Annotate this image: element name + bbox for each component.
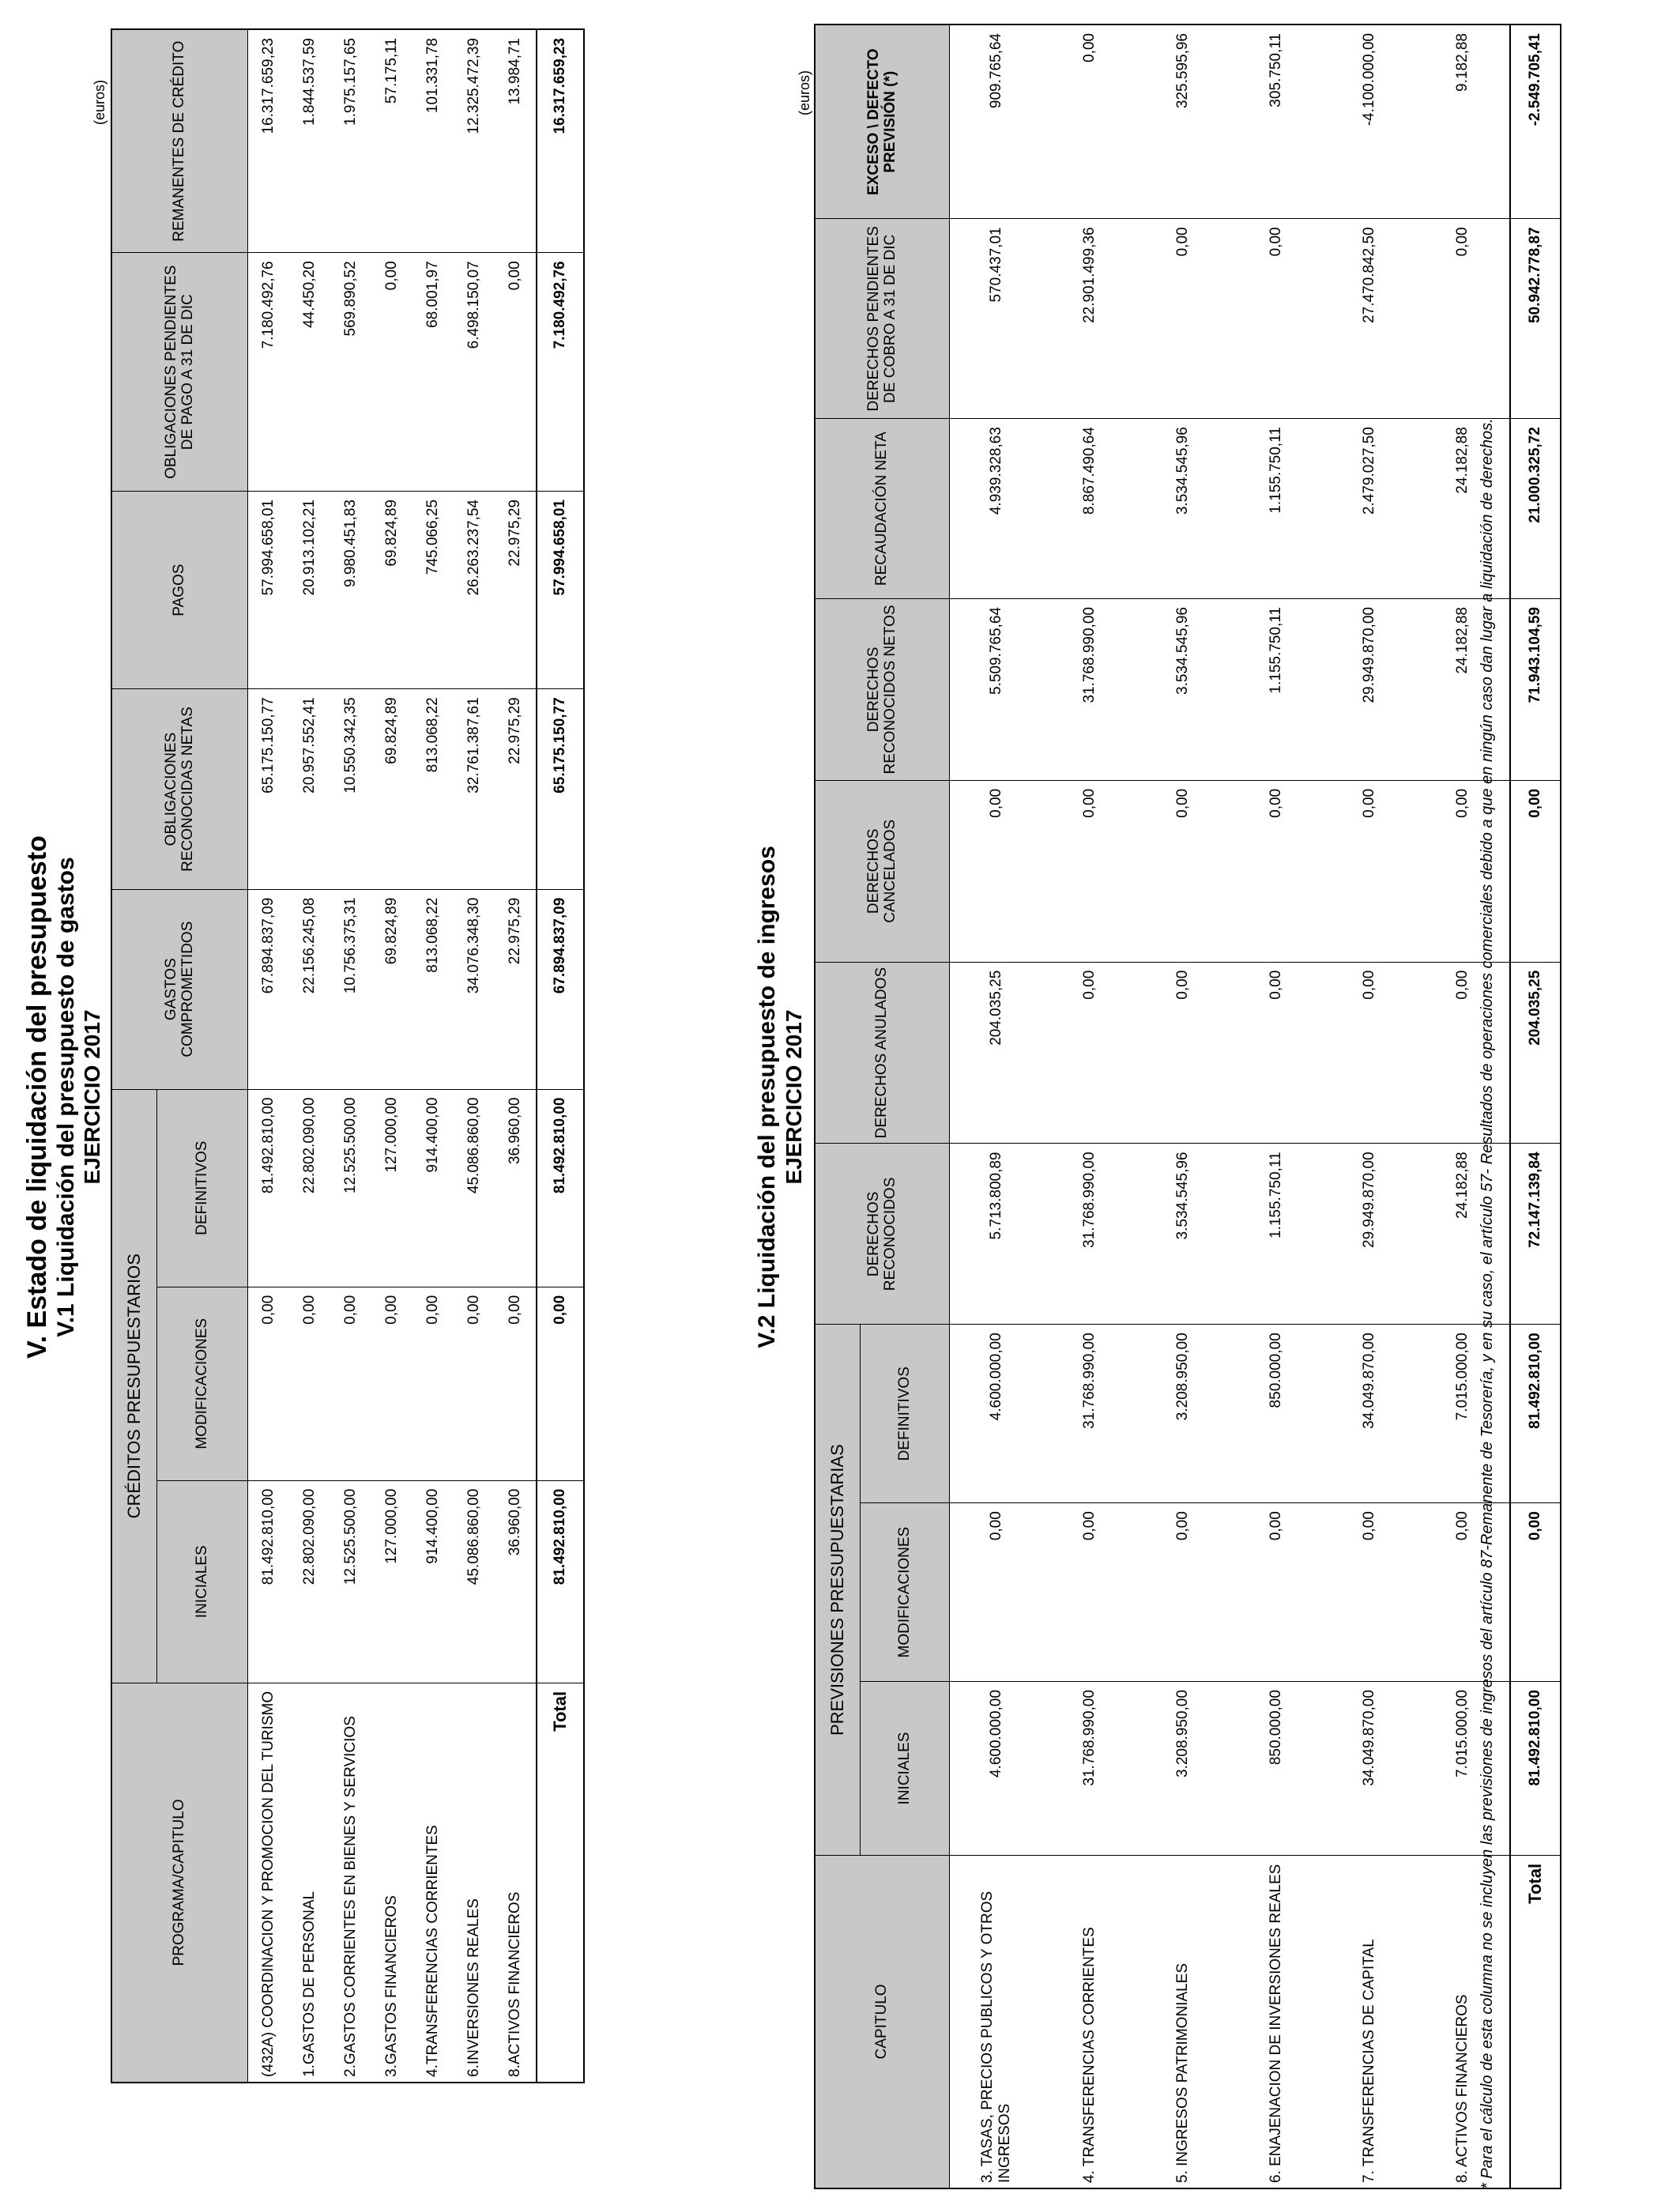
ingresos-cell: 305.750,11 <box>1230 25 1323 219</box>
ingresos-cell: 29.949.870,00 <box>1323 599 1416 781</box>
gastos-row-label: 4.TRANSFERENCIAS CORRIENTES <box>412 1683 454 2083</box>
gastos-cell: 9.980.451,83 <box>330 492 371 689</box>
ingresos-row-label: 5. INGRESOS PATRIMONIALES <box>1136 1855 1230 2188</box>
gastos-cell: 0,00 <box>495 253 537 492</box>
ingresos-cell: 7.015.000,00 <box>1416 1325 1510 1503</box>
ingresos-total-cell: 81.492.810,00 <box>1510 1325 1561 1503</box>
ingresos-total-cell: 204.035,25 <box>1510 962 1561 1144</box>
gastos-cell: 7.180.492,76 <box>248 253 290 492</box>
gastos-header-iniciales: INICIALES <box>157 1480 248 1683</box>
gastos-cell: 569.890,52 <box>330 253 371 492</box>
gastos-group-header: CRÉDITOS PRESUPUESTARIOS <box>111 1089 157 1683</box>
ingresos-cell: 0,00 <box>1416 962 1510 1144</box>
gastos-cell: 12.525.500,00 <box>330 1480 371 1683</box>
gastos-units: (euros) <box>92 79 107 125</box>
ingresos-cell: 3.208.950,00 <box>1136 1682 1230 1856</box>
ingresos-cell: 0,00 <box>1230 1503 1323 1682</box>
ingresos-cell: 22.901.499,36 <box>1043 219 1136 419</box>
gastos-cell: 67.894.837,09 <box>248 889 290 1089</box>
gastos-row-label: 2.GASTOS CORRIENTES EN BIENES Y SERVICIOS <box>330 1683 371 2083</box>
ingresos-cell: 0,00 <box>1136 962 1230 1144</box>
gastos-row-label: (432A) COORDINACION Y PROMOCION DEL TURISMO <box>248 1683 290 2083</box>
ingresos-cell: 0,00 <box>1416 219 1510 419</box>
ingresos-cell: 31.768.990,00 <box>1043 1144 1136 1325</box>
gastos-cell: 914.400,00 <box>412 1089 454 1287</box>
ingresos-cell: 3.534.545,96 <box>1136 1144 1230 1325</box>
gastos-cell: 1.844.537,59 <box>289 29 330 253</box>
ingresos-header-iniciales: INICIALES <box>861 1682 950 1856</box>
ingresos-cell: 0,00 <box>1043 780 1136 962</box>
ingresos-subtitle: V.2 Liquidación del presupuesto de ingresos <box>754 846 780 1348</box>
gastos-cell: 6.498.150,07 <box>454 253 495 492</box>
gastos-cell: 32.761.387,61 <box>454 689 495 889</box>
ingresos-total-cell: 72.147.139,84 <box>1510 1144 1561 1325</box>
ingresos-cell: 4.600.000,00 <box>950 1682 1044 1856</box>
ingresos-row-label: 8. ACTIVOS FINANCIEROS <box>1416 1855 1510 2188</box>
gastos-cell: 0,00 <box>412 1287 454 1480</box>
gastos-row <box>371 29 412 2083</box>
ingresos-total-label: Total <box>1510 1855 1561 2188</box>
ingresos-cell: 29.949.870,00 <box>1323 1144 1416 1325</box>
ingresos-cell: 0,00 <box>1043 962 1136 1144</box>
ingresos-cell: 0,00 <box>1416 780 1510 962</box>
ingresos-header-modificaciones: MODIFICACIONES <box>861 1503 950 1682</box>
gastos-header-obligaciones: OBLIGACIONES RECONOCIDAS NETAS <box>111 689 248 889</box>
ingresos-total-cell: 50.942.778,87 <box>1510 219 1561 419</box>
ingresos-cell: 5.509.765,64 <box>950 599 1044 781</box>
gastos-total-cell: 0,00 <box>537 1287 584 1480</box>
gastos-cell: 13.984,71 <box>495 29 537 253</box>
ingresos-cell: 2.479.027,50 <box>1323 419 1416 599</box>
gastos-cell: 127.000,00 <box>371 1089 412 1287</box>
ingresos-header-pendientes: DERECHOS PENDIENTES DE COBRO A 31 DE DIC <box>815 219 950 419</box>
gastos-header-pendientes: OBLIGACIONES PENDIENTES DE PAGO A 31 DE DIC <box>111 253 248 492</box>
gastos-row <box>330 29 371 2083</box>
gastos-cell: 12.325.472,39 <box>454 29 495 253</box>
ingresos-cell: 24.182,88 <box>1416 599 1510 781</box>
ingresos-row <box>1136 25 1230 2188</box>
gastos-cell: 36.960,00 <box>495 1089 537 1287</box>
ingresos-row <box>1230 25 1323 2188</box>
gastos-cell: 22.156.245,08 <box>289 889 330 1089</box>
ingresos-header-definitivos: DEFINITIVOS <box>861 1325 950 1503</box>
gastos-total-cell: 67.894.837,09 <box>537 889 584 1089</box>
gastos-cell: 0,00 <box>495 1287 537 1480</box>
gastos-row-label: 8.ACTIVOS FINANCIEROS <box>495 1683 537 2083</box>
ingresos-cell: 0,00 <box>1323 962 1416 1144</box>
ingresos-cell: 0,00 <box>1230 780 1323 962</box>
gastos-cell: 813.068,22 <box>412 889 454 1089</box>
gastos-cell: 22.802.090,00 <box>289 1089 330 1287</box>
gastos-cell: 22.975,29 <box>495 689 537 889</box>
ingresos-ejercicio: EJERCICIO 2017 <box>782 1009 806 1185</box>
ingresos-total-cell: 0,00 <box>1510 1503 1561 1682</box>
ingresos-cell: 4.939.328,63 <box>950 419 1044 599</box>
ingresos-cell: 204.035,25 <box>950 962 1044 1144</box>
gastos-cell: 45.086.860,00 <box>454 1089 495 1287</box>
ingresos-header-capitulo: CAPITULO <box>815 1855 950 2188</box>
ingresos-cell: 909.765,64 <box>950 25 1044 219</box>
gastos-cell: 69.824,89 <box>371 492 412 689</box>
ingresos-row-label: 7. TRANSFERENCIAS DE CAPITAL <box>1323 1855 1416 2188</box>
ingresos-cell: 0,00 <box>1230 962 1323 1144</box>
gastos-cell: 26.263.237,54 <box>454 492 495 689</box>
ingresos-cell: 1.155.750,11 <box>1230 1144 1323 1325</box>
gastos-cell: 20.957.552,41 <box>289 689 330 889</box>
ingresos-total-cell: 21.000.325,72 <box>1510 419 1561 599</box>
gastos-cell: 81.492.810,00 <box>248 1089 290 1287</box>
ingresos-cell: 7.015.000,00 <box>1416 1682 1510 1856</box>
gastos-cell: 81.492.810,00 <box>248 1480 290 1683</box>
gastos-cell: 0,00 <box>330 1287 371 1480</box>
ingresos-units: (euros) <box>797 70 812 115</box>
ingresos-cell: 31.768.990,00 <box>1043 599 1136 781</box>
gastos-row <box>412 29 454 2083</box>
ingresos-total-cell: 81.492.810,00 <box>1510 1682 1561 1856</box>
gastos-total-row <box>537 29 584 2083</box>
gastos-cell: 10.550.342,35 <box>330 689 371 889</box>
ingresos-cell: -4.100.000,00 <box>1323 25 1416 219</box>
section-title: V. Estado de liquidación del presupuesto <box>22 835 52 1359</box>
ingresos-cell: 24.182,88 <box>1416 419 1510 599</box>
gastos-cell: 45.086.860,00 <box>454 1480 495 1683</box>
ingresos-header-exceso: EXCESO \ DEFECTO PREVISIÓN (*) <box>815 25 950 219</box>
ingresos-row <box>1043 25 1136 2188</box>
gastos-cell: 0,00 <box>371 253 412 492</box>
gastos-total-cell: 57.994.658,01 <box>537 492 584 689</box>
ingresos-table <box>814 24 1561 2189</box>
gastos-total-cell: 7.180.492,76 <box>537 253 584 492</box>
gastos-row <box>454 29 495 2083</box>
gastos-cell: 127.000,00 <box>371 1480 412 1683</box>
ingresos-header-anulados: DERECHOS ANULADOS <box>815 962 950 1144</box>
gastos-row <box>495 29 537 2083</box>
ingresos-total-cell: 0,00 <box>1510 780 1561 962</box>
ingresos-cell: 570.437,01 <box>950 219 1044 419</box>
gastos-cell: 0,00 <box>371 1287 412 1480</box>
ingresos-cell: 34.049.870,00 <box>1323 1682 1416 1856</box>
ingresos-cell: 0,00 <box>1043 1503 1136 1682</box>
gastos-cell: 16.317.659,23 <box>248 29 290 253</box>
gastos-row-label: 1.GASTOS DE PERSONAL <box>289 1683 330 2083</box>
ingresos-cell: 1.155.750,11 <box>1230 599 1323 781</box>
ingresos-cell: 0,00 <box>1043 25 1136 219</box>
gastos-cell: 69.824,89 <box>371 889 412 1089</box>
gastos-subtitle: V.1 Liquidación del presupuesto de gastos <box>53 857 79 1337</box>
ingresos-header-cancelados: DERECHOS CANCELADOS <box>815 780 950 962</box>
ingresos-row-label: 3. TASAS, PRECIOS PUBLICOS Y OTROS INGRESOS <box>950 1855 1044 2188</box>
ingresos-cell: 3.534.545,96 <box>1136 599 1230 781</box>
gastos-header-comprometidos: GASTOS COMPROMETIDOS <box>111 889 248 1089</box>
gastos-row-label: 6.INVERSIONES REALES <box>454 1683 495 2083</box>
gastos-header-programa: PROGRAMA/CAPITULO <box>111 1683 248 2083</box>
gastos-cell: 34.076.348,30 <box>454 889 495 1089</box>
ingresos-cell: 0,00 <box>1323 1503 1416 1682</box>
ingresos-cell: 4.600.000,00 <box>950 1325 1044 1503</box>
gastos-cell: 12.525.500,00 <box>330 1089 371 1287</box>
ingresos-cell: 850.000,00 <box>1230 1682 1323 1856</box>
ingresos-cell: 3.208.950,00 <box>1136 1325 1230 1503</box>
ingresos-header-reconocidos: DERECHOS RECONOCIDOS <box>815 1144 950 1325</box>
ingresos-row-label: 4. TRANSFERENCIAS CORRIENTES <box>1043 1855 1136 2188</box>
ingresos-total-cell: -2.549.705,41 <box>1510 25 1561 219</box>
gastos-header-modificaciones: MODIFICACIONES <box>157 1287 248 1480</box>
gastos-cell: 20.913.102,21 <box>289 492 330 689</box>
gastos-table <box>111 28 585 2083</box>
gastos-cell: 101.331,78 <box>412 29 454 253</box>
ingresos-total-row <box>1510 25 1561 2188</box>
ingresos-cell: 0,00 <box>1136 219 1230 419</box>
gastos-cell: 69.824,89 <box>371 689 412 889</box>
gastos-cell: 914.400,00 <box>412 1480 454 1683</box>
gastos-cell: 22.975,29 <box>495 889 537 1089</box>
ingresos-row <box>950 25 1044 2188</box>
gastos-cell: 65.175.150,77 <box>248 689 290 889</box>
gastos-cell: 22.975,29 <box>495 492 537 689</box>
ingresos-cell: 0,00 <box>1136 780 1230 962</box>
ingresos-cell: 34.049.870,00 <box>1323 1325 1416 1503</box>
ingresos-row-label: 6. ENAJENACION DE INVERSIONES REALES <box>1230 1855 1323 2188</box>
ingresos-cell: 24.182,88 <box>1416 1144 1510 1325</box>
gastos-cell: 22.802.090,00 <box>289 1480 330 1683</box>
gastos-total-cell: 16.317.659,23 <box>537 29 584 253</box>
ingresos-cell: 31.768.990,00 <box>1043 1682 1136 1856</box>
ingresos-cell: 0,00 <box>950 780 1044 962</box>
gastos-row-label: 3.GASTOS FINANCIEROS <box>371 1683 412 2083</box>
ingresos-cell: 9.182,88 <box>1416 25 1510 219</box>
ingresos-cell: 850.000,00 <box>1230 1325 1323 1503</box>
ingresos-total-cell: 71.943.104,59 <box>1510 599 1561 781</box>
ingresos-cell: 0,00 <box>1136 1503 1230 1682</box>
gastos-total-label: Total <box>537 1683 584 2083</box>
gastos-ejercicio: EJERCICIO 2017 <box>80 1009 104 1185</box>
gastos-cell: 57.994.658,01 <box>248 492 290 689</box>
gastos-row <box>289 29 330 2083</box>
gastos-cell: 68.001,97 <box>412 253 454 492</box>
gastos-cell: 1.975.157,65 <box>330 29 371 253</box>
gastos-cell: 745.066,25 <box>412 492 454 689</box>
gastos-cell: 36.960,00 <box>495 1480 537 1683</box>
ingresos-cell: 1.155.750,11 <box>1230 419 1323 599</box>
ingresos-group-header: PREVISIONES PRESUPUESTARIAS <box>815 1325 861 1856</box>
gastos-cell: 44.450,20 <box>289 253 330 492</box>
ingresos-cell: 0,00 <box>1323 780 1416 962</box>
ingresos-cell: 0,00 <box>950 1503 1044 1682</box>
gastos-total-cell: 81.492.810,00 <box>537 1480 584 1683</box>
ingresos-header-recaudacion: RECAUDACIÓN NETA <box>815 419 950 599</box>
gastos-total-cell: 65.175.150,77 <box>537 689 584 889</box>
gastos-cell: 0,00 <box>248 1287 290 1480</box>
ingresos-cell: 8.867.490,64 <box>1043 419 1136 599</box>
ingresos-cell: 325.595,96 <box>1136 25 1230 219</box>
gastos-cell: 0,00 <box>289 1287 330 1480</box>
ingresos-cell: 31.768.990,00 <box>1043 1325 1136 1503</box>
ingresos-header-netos: DERECHOS RECONOCIDOS NETOS <box>815 599 950 781</box>
gastos-cell: 10.756.375,31 <box>330 889 371 1089</box>
gastos-row <box>248 29 290 2083</box>
gastos-cell: 813.068,22 <box>412 689 454 889</box>
gastos-cell: 57.175,11 <box>371 29 412 253</box>
gastos-header-definitivos: DEFINITIVOS <box>157 1089 248 1287</box>
gastos-header-pagos: PAGOS <box>111 492 248 689</box>
ingresos-cell: 0,00 <box>1230 219 1323 419</box>
gastos-total-cell: 81.492.810,00 <box>537 1089 584 1287</box>
ingresos-cell: 27.470.842,50 <box>1323 219 1416 419</box>
gastos-cell: 0,00 <box>454 1287 495 1480</box>
footnote: * Para el cálculo de esta columna no se incluyen las previsiones de ingresos del artículo 87-Remanente de Tesorería, y en su caso, el artículo 57- Resultados de operaciones comerciales debido a que en ningún caso dan lugar a liquidación de derechos. <box>1478 418 1496 2189</box>
ingresos-cell: 3.534.545,96 <box>1136 419 1230 599</box>
ingresos-cell: 5.713.800,89 <box>950 1144 1044 1325</box>
ingresos-row <box>1323 25 1416 2188</box>
gastos-header-remanentes: REMANENTES DE CRÉDITO <box>111 29 248 253</box>
ingresos-cell: 0,00 <box>1416 1503 1510 1682</box>
